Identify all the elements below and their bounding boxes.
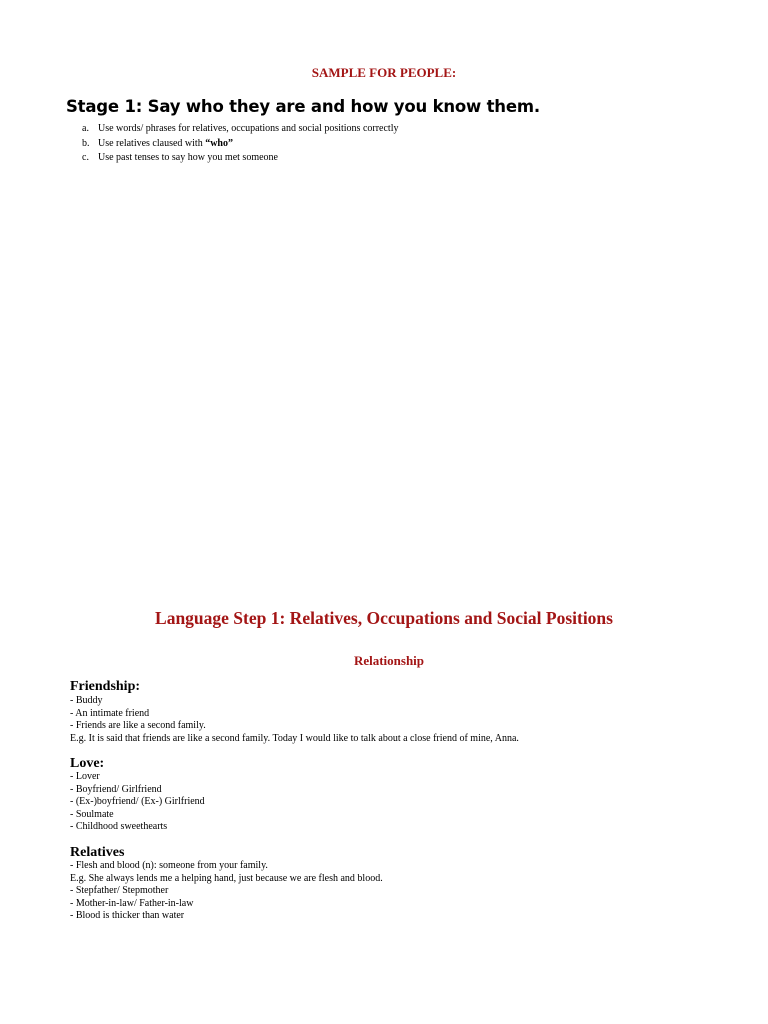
- love-list: [70, 771, 205, 834]
- requirement-item: [82, 151, 278, 165]
- list-item: - (Ex-)boyfriend/ (Ex-) Girlfriend: [70, 796, 205, 808]
- list-item: - Buddy: [70, 695, 103, 706]
- friendship-list: [70, 695, 519, 745]
- list-item: - An intimate friend: [70, 707, 150, 719]
- list-item: - Lover: [70, 771, 100, 782]
- list-item: - Soulmate: [70, 808, 114, 820]
- relatives-list: [70, 860, 383, 923]
- list-item: E.g. It is said that friends are like a second family. Today I would like to talk about a close friend of mine, Anna.: [70, 732, 519, 744]
- list-item: - Boyfriend/ Girlfriend: [70, 783, 162, 795]
- requirement-item: [82, 122, 398, 136]
- requirement-item: [82, 137, 233, 151]
- list-item: - Childhood sweethearts: [70, 821, 168, 833]
- list-item: - Flesh and blood (n): someone from your family.: [70, 860, 268, 871]
- requirement-text: Use relatives claused with: [98, 138, 206, 149]
- relationship-heading: Relationship: [353, 653, 425, 668]
- requirement-text: Use past tenses to say how you met someone: [98, 152, 278, 163]
- list-marker: b.: [82, 138, 90, 149]
- stage-heading: Stage 1: Say who they are and how you know them.: [66, 97, 540, 116]
- list-item: - Blood is thicker than water: [70, 910, 185, 922]
- friendship-title: Friendship:: [70, 679, 141, 694]
- relatives-title: Relatives: [70, 845, 125, 860]
- list-item: - Friends are like a second family.: [70, 720, 206, 732]
- language-step-heading: Language Step 1: Relatives, Occupations and Social Positions: [155, 608, 613, 628]
- list-item: - Stepfather/ Stepmother: [70, 885, 169, 897]
- list-item: E.g. She always lends me a helping hand, just because we are flesh and blood.: [70, 872, 383, 884]
- list-item: - Mother-in-law/ Father-in-law: [70, 897, 194, 909]
- requirement-bold-text: “who”: [205, 138, 233, 149]
- requirement-text: Use words/ phrases for relatives, occupations and social positions correctly: [98, 123, 399, 134]
- love-title: Love:: [70, 756, 105, 771]
- list-marker: c.: [82, 152, 89, 163]
- sample-title: SAMPLE FOR PEOPLE:: [311, 65, 457, 80]
- list-marker: a.: [82, 123, 89, 134]
